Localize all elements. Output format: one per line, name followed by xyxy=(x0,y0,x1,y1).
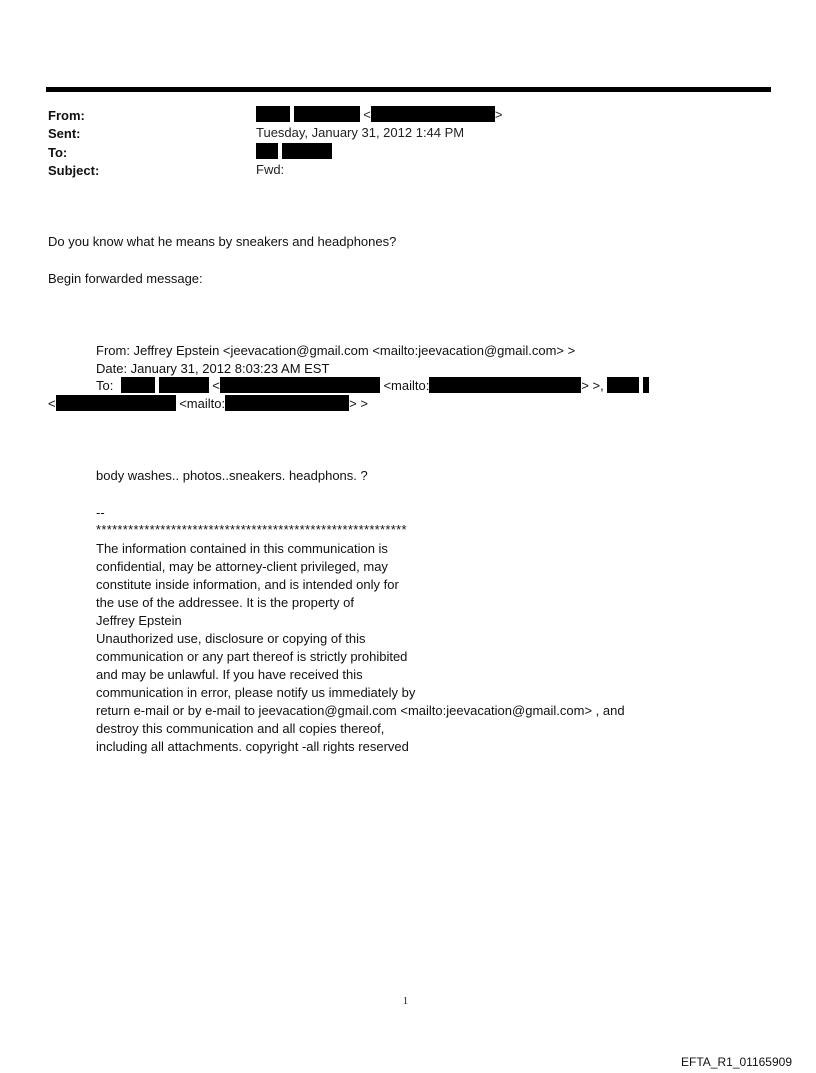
disclaimer-line: Jeffrey Epstein xyxy=(96,613,182,628)
forwarded-message: body washes.. photos..sneakers. headphons. ? xyxy=(96,468,368,483)
forward-intro: Begin forwarded message: xyxy=(48,271,203,286)
redaction xyxy=(371,106,495,122)
from-gt: > xyxy=(494,107,503,122)
forwarded-to-close2: > > xyxy=(349,396,368,411)
disclaimer-line: destroy this communication and all copies thereof, xyxy=(96,721,385,736)
subject-label: Subject: xyxy=(48,163,100,178)
redaction xyxy=(256,106,290,122)
disclaimer xyxy=(96,540,625,756)
redaction xyxy=(159,377,209,393)
redaction xyxy=(294,106,360,122)
sent-label: Sent: xyxy=(48,126,81,141)
redaction xyxy=(643,377,649,393)
to-value xyxy=(256,143,332,161)
to-label: To: xyxy=(48,145,68,160)
disclaimer-line: communication or any part thereof is strictly prohibited xyxy=(96,649,408,664)
redaction xyxy=(607,377,639,393)
signature-separator: -- xyxy=(96,505,105,520)
disclaimer-line: constitute inside information, and is intended only for xyxy=(96,577,399,592)
redaction xyxy=(225,395,349,411)
redaction xyxy=(282,143,332,159)
disclaimer-line: the use of the addressee. It is the property of xyxy=(96,595,354,610)
forwarded-to-close: > >, xyxy=(581,378,604,393)
subject-value: Fwd: xyxy=(256,162,285,177)
forwarded-from: From: Jeffrey Epstein <jeevacation@gmail.com <mailto:jeevacation@gmail.com> > xyxy=(96,343,576,358)
forwarded-date: Date: January 31, 2012 8:03:23 AM EST xyxy=(96,361,330,376)
from-lt: < xyxy=(363,107,371,122)
disclaimer-line: The information contained in this communication is xyxy=(96,541,388,556)
document-id: EFTA_R1_01165909 xyxy=(681,1055,792,1069)
disclaimer-line: communication in error, please notify us immediately by xyxy=(96,685,416,700)
from-value xyxy=(256,106,502,124)
header-rule xyxy=(46,87,771,92)
signature-stars: ********************************************************** xyxy=(96,522,407,537)
from-label: From: xyxy=(48,108,85,123)
forwarded-to-continued xyxy=(48,395,368,413)
disclaimer-line: return e-mail or by e-mail to jeevacation@gmail.com <mailto:jeevacation@gmail.com> , and xyxy=(96,703,625,718)
sent-value: Tuesday, January 31, 2012 1:44 PM xyxy=(256,125,465,140)
redaction xyxy=(121,377,155,393)
disclaimer-line: including all attachments. copyright -all rights reserved xyxy=(96,739,409,754)
redaction xyxy=(220,377,380,393)
disclaimer-line: confidential, may be attorney-client privileged, may xyxy=(96,559,388,574)
forwarded-to-mailto2: <mailto: xyxy=(179,396,226,411)
forwarded-to-lt2: < xyxy=(48,396,56,411)
page-number: 1 xyxy=(403,996,408,1007)
redaction xyxy=(429,377,581,393)
forwarded-to-label: To: xyxy=(96,378,114,393)
disclaimer-line: and may be unlawful. If you have received this xyxy=(96,667,363,682)
disclaimer-line: Unauthorized use, disclosure or copying of this xyxy=(96,631,366,646)
forwarded-to-mailto: <mailto: xyxy=(383,378,430,393)
redaction xyxy=(56,395,176,411)
body-question: Do you know what he means by sneakers and headphones? xyxy=(48,234,397,249)
forwarded-to-lt: < xyxy=(212,378,220,393)
forwarded-to xyxy=(96,377,649,395)
redaction xyxy=(256,143,278,159)
